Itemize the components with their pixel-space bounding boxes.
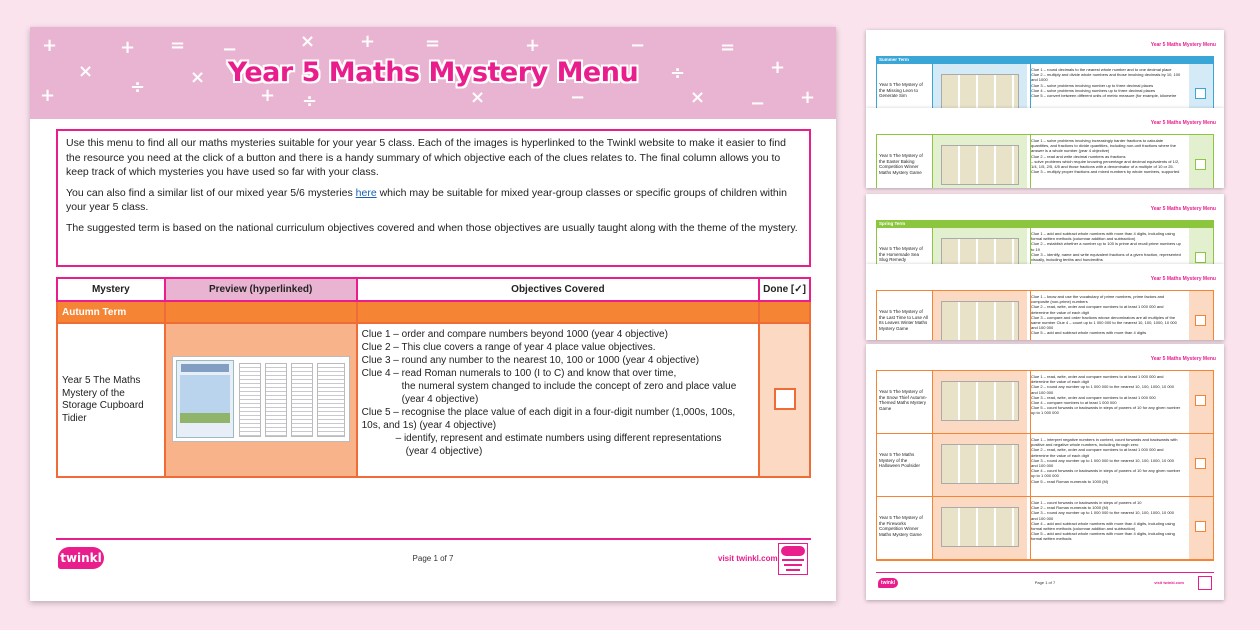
- mystery-table: [56, 277, 811, 478]
- preview-cell: [933, 64, 1027, 108]
- done-checkbox[interactable]: [1195, 252, 1206, 263]
- intro-text-box: [56, 129, 811, 267]
- preview-cell: [933, 497, 1027, 559]
- visit-link[interactable]: visit twinkl.com: [1154, 580, 1184, 585]
- multiply-symbol: ×: [300, 31, 316, 52]
- clue-4-continued: the numeral system changed to include the concept of zero and place value (year 4 objective): [401, 381, 737, 405]
- done-cell: [1189, 371, 1213, 433]
- done-cell: [1189, 135, 1213, 188]
- done-checkbox[interactable]: [1195, 521, 1206, 532]
- multiply-symbol: ×: [470, 87, 486, 108]
- mystery-title: Year 5 The Maths Mystery of the Halloween Poolsider: [879, 452, 921, 468]
- plus-symbol: +: [42, 35, 58, 56]
- plus-symbol: +: [40, 85, 56, 106]
- page-title: Year 5 Maths Mystery Menu: [227, 57, 639, 88]
- done-checkbox[interactable]: [774, 388, 796, 410]
- twinkl-logo[interactable]: twinkl: [878, 578, 898, 588]
- table-row: [877, 64, 1213, 108]
- quality-badge-icon: [778, 543, 808, 575]
- done-cell: [759, 323, 810, 477]
- equals-symbol: =: [170, 35, 186, 56]
- preview-thumbnail-link[interactable]: [172, 356, 350, 442]
- stacked-table: [876, 134, 1214, 188]
- mystery-title: Year 5 The Mystery of the Fireworks Competition Winner Maths Mystery Game: [879, 515, 923, 537]
- table-row: [877, 371, 1213, 434]
- header-objectives: Objectives Covered: [357, 278, 759, 301]
- preview-thumbnail-link[interactable]: [941, 381, 1019, 421]
- plus-symbol: +: [800, 87, 816, 108]
- plus-symbol: +: [525, 35, 541, 56]
- stacked-table: [876, 227, 1214, 264]
- stacked-table: [876, 63, 1214, 108]
- done-checkbox[interactable]: [1195, 159, 1206, 170]
- preview-cell: [933, 135, 1027, 188]
- minus-symbol: −: [630, 35, 646, 56]
- minus-symbol: −: [750, 93, 766, 114]
- intro-paragraph-2: You can also find a similar list of our mixed year 5/6 mysteries here which may be suitable for mixed year-group classes or specific groups of children within your year 5 class.: [66, 186, 787, 213]
- done-checkbox[interactable]: [1195, 88, 1206, 99]
- preview-thumbnail-link[interactable]: [941, 444, 1019, 484]
- done-cell: [1189, 64, 1213, 108]
- clue-2: Clue 2 – This clue covers a range of year 4 place value objectives.: [361, 342, 656, 353]
- divide-symbol: ÷: [670, 63, 686, 84]
- page-number: Page 1 of 7: [412, 554, 454, 563]
- multiply-symbol: ×: [690, 87, 706, 108]
- stacked-table: [876, 370, 1214, 561]
- minus-symbol: −: [570, 87, 586, 108]
- minus-symbol: −: [222, 39, 238, 60]
- footer-divider: [56, 538, 811, 540]
- term-label: Summer Term: [879, 57, 909, 62]
- visit-link[interactable]: visit twinkl.com: [718, 554, 778, 563]
- stacked-page: [866, 344, 1224, 600]
- intro-paragraph-3: The suggested term is based on the national curriculum objectives covered and when those objectives are usually taught along with the theme of the mystery.: [66, 221, 798, 234]
- mystery-title: Year 5 The Mystery of the Missing Leon to Generate Sim: [879, 82, 923, 98]
- header-preview: Preview (hyperlinked): [165, 278, 357, 301]
- clue-5-extra-continued: (year 4 objective): [405, 446, 483, 457]
- stacked-page-header: Year 5 Maths Mystery Menu: [1150, 356, 1216, 362]
- divide-symbol: ÷: [130, 77, 146, 98]
- divide-symbol: ÷: [302, 91, 318, 112]
- done-cell: [1189, 291, 1213, 340]
- title-banner: [30, 27, 836, 119]
- clue-1: Clue 1 – order and compare numbers beyond 1000 (year 4 objective): [361, 329, 668, 340]
- equals-symbol: =: [720, 37, 736, 58]
- stacked-page-header: Year 5 Maths Mystery Menu: [1150, 276, 1216, 282]
- preview-thumbnail-link[interactable]: [941, 145, 1019, 185]
- stacked-page: [866, 194, 1224, 264]
- objectives-text: Clue 1 – solve problems involving increasingly harder fractions to calculate quantities, and fractions to divide quantities, including non-unit fractions where the answer is a whole number (year 4 objective) Clue 2 – read and write decimal numbers as fractions – solve problems which require knowing percentage and decimal equivalents of 1/2, 1/4, 1/5, 2/5, 4/5 and those fractions with a denominator of a multiple of 10 or 25. Clue 3 – multiply proper fractions and mixed numbers by whole numbers, supported: [1031, 138, 1180, 175]
- header-mystery: Mystery: [57, 278, 165, 301]
- stacked-page: [866, 30, 1224, 108]
- header-done: Done [✓]: [759, 278, 810, 301]
- objectives-text: Clue 1 – count forwards or backwards in steps of powers of 10 Clue 2 – read Roman numerals to 1000 (M) Clue 3 – round any number up to 1 000 000 to the nearest 10, 100, 1000, 10 000 and 100 000 Clue 4 – add and subtract whole numbers with more than 4 digits, including using formal written methods (columnar addition and subtraction) Clue 5 – add and subtract whole numbers with more than 4 digits, including using formal written methods: [1031, 500, 1175, 542]
- mystery-title: Year 5 The Mystery of the Easter Baking Competition Winner Maths Mystery Game: [879, 153, 923, 175]
- term-label: Autumn Term: [57, 301, 165, 323]
- stacked-page-header: Year 5 Maths Mystery Menu: [1150, 120, 1216, 126]
- mystery-title: Year 5 The Mystery of the Snow Thief Autumn-Themed Maths Mystery Game: [879, 389, 927, 411]
- mixed-year-link[interactable]: here: [355, 186, 377, 199]
- done-checkbox[interactable]: [1195, 315, 1206, 326]
- clue-5-extra: – identify, represent and estimate numbers using different representations: [395, 433, 722, 444]
- table-row: [877, 228, 1213, 264]
- mystery-title: Year 5 The Mystery of the Last Time to Lose All Its Leaves Winter Maths Mystery Game: [879, 309, 929, 331]
- preview-thumbnail-link[interactable]: [941, 238, 1019, 264]
- stacked-page-header: Year 5 Maths Mystery Menu: [1150, 42, 1216, 48]
- term-band: [876, 220, 1214, 227]
- preview-thumbnail-link[interactable]: [941, 301, 1019, 340]
- twinkl-logo[interactable]: twinkl: [58, 547, 104, 569]
- objectives-cell: [357, 323, 759, 477]
- stacked-table: [876, 290, 1214, 340]
- objectives-text: Clue 1 – interpret negative numbers in context, count forwards and backwards with positive and negative whole numbers, including through zero Clue 2 – read, write, order and compare numbers to at least 1 000 000 and determine the value of each digit Clue 3 – round any number up to 1 000 000 to the nearest 10, 100, 1000, 10 000 and 100 000 Clue 4 – count forwards or backwards in steps of powers of 10 for any given number up to 1 000 000 Clue 5 – read Roman numerals to 1000 (M): [1031, 437, 1181, 484]
- quality-badge-icon: [1198, 576, 1212, 590]
- stacked-page: [866, 108, 1224, 188]
- preview-thumbnail-link[interactable]: [941, 74, 1019, 108]
- table-row: [877, 291, 1213, 340]
- page-number: Page 1 of 7: [1034, 580, 1056, 585]
- preview-thumbnail-link[interactable]: [941, 507, 1019, 547]
- main-document-page: [30, 27, 836, 601]
- table-row: [877, 135, 1213, 188]
- stacked-page: [866, 264, 1224, 340]
- intro-paragraph-1: Use this menu to find all our maths mysteries suitable for your year 5 class. Each of the images is hyperlinked to the Twinkl website to make it easier to find the resource you need at the click of a button and there is a handy summary of which objective each of the clues relates to. The final column allows you to keep track of which mysteries you have used so far with your class.: [66, 137, 786, 178]
- table-row: [877, 434, 1213, 497]
- preview-cell: [933, 228, 1027, 264]
- done-cell: [1189, 434, 1213, 496]
- term-row: [57, 301, 810, 323]
- objectives-text: Clue 1 – add and subtract whole numbers with more than 4 digits, including using formal written methods (columnar addition and subtraction) Clue 2 – establish whether a number up to 100 is prime and recall prime numbers up to 19 Clue 3 – identify, name and write equivalent fractions of a given fraction, represented visually, including tenths and hundredths: [1031, 231, 1181, 263]
- term-label: Spring Term: [879, 221, 906, 226]
- objectives-text: Clue 1 – read, write, order and compare numbers to at least 1 000 000 and determine the value of each digit Clue 2 – round any number up to 1 000 000 to the nearest 10, 100, 1000, 10 000 and 100 000 Clue 3 – read, write, order and compare numbers to at least 1 000 000 Clue 4 – compare numbers to at least 1 000 000 Clue 5 – count forwards or backwards in steps of powers of 10 for any given number up to 1 000 000: [1031, 374, 1181, 416]
- done-cell: [1189, 228, 1213, 264]
- term-band: [876, 56, 1214, 63]
- table-row: [877, 497, 1213, 560]
- clue-5: Clue 5 – recognise the place value of each digit in a four-digit number (1,000s, 100s, 10s, and 1s) (year 4 objective): [361, 407, 736, 431]
- done-checkbox[interactable]: [1195, 395, 1206, 406]
- done-cell: [1189, 497, 1213, 559]
- plus-symbol: +: [770, 57, 786, 78]
- table-header-row: [57, 278, 810, 301]
- clue-3: Clue 3 – round any number to the nearest 10, 100 or 1000 (year 4 objective): [361, 355, 700, 366]
- clue-4: Clue 4 – read Roman numerals to 100 (I to C) and know that over time,: [361, 368, 677, 379]
- objectives-text: Clue 1 – round decimals to the nearest whole number and to one decimal place Clue 2 – multiply and divide whole numbers and those involving decimals by 10, 100 and 1000 Clue 3 – solve problems involving number up to three decimal places Clue 4 – solve problems involving numbers up to three decimal places Clue 5 – convert between different units of metric measure (for example, kilometre: [1031, 67, 1181, 99]
- preview-cell: [933, 291, 1027, 340]
- equals-symbol: =: [425, 33, 441, 54]
- mystery-title: Year 5 The Mystery of the Homemade Sea Slug Remedy: [879, 246, 923, 262]
- plus-symbol: +: [360, 31, 376, 52]
- plus-symbol: +: [120, 37, 136, 58]
- preview-cell: [933, 371, 1027, 433]
- footer-divider: [876, 572, 1214, 573]
- multiply-symbol: ×: [190, 67, 206, 88]
- mystery-title: Year 5 The Maths Mystery of the Storage Cupboard Tidier: [57, 323, 165, 477]
- objectives-text: Clue 1 – know and use the vocabulary of prime numbers, prime factors and composite (non-prime) numbers Clue 2 – read, write, order and compare numbers to at least 1 000 000 and determine the value of each digit Clue 3 – compare and order fractions whose denominators are all multiples of the same number Clue 4 – count up to 1 000 000 to the nearest 10, 100, 1000, 10 000 and 100 000 Clue 5 – add and subtract whole numbers with more than 4 digits: [1031, 294, 1177, 336]
- preview-cell: [933, 434, 1027, 496]
- multiply-symbol: ×: [78, 61, 94, 82]
- preview-cell: [165, 323, 357, 477]
- plus-symbol: +: [260, 85, 276, 106]
- done-checkbox[interactable]: [1195, 458, 1206, 469]
- table-row: [57, 323, 810, 477]
- stacked-page-header: Year 5 Maths Mystery Menu: [1150, 206, 1216, 212]
